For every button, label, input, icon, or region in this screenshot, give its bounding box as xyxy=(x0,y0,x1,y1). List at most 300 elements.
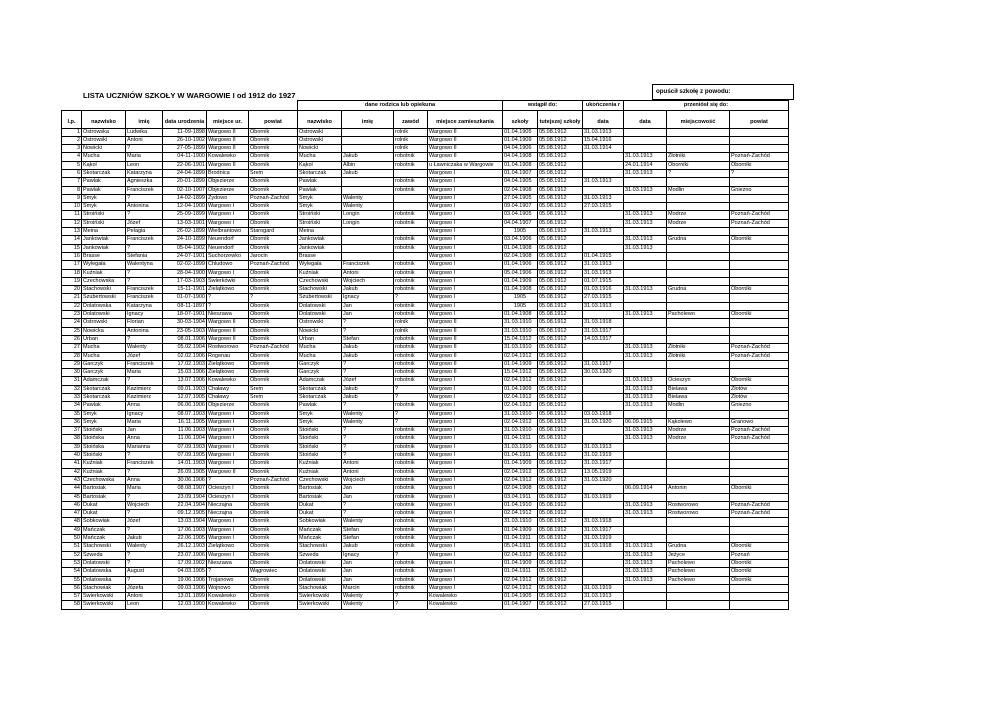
cell-birth-date: 26-02-1899 xyxy=(163,228,207,236)
cell-residence: Wargowo I xyxy=(428,535,503,543)
cell-parent-name: Walenty xyxy=(342,410,394,418)
cell-residence: Wargowo I xyxy=(428,294,503,302)
cell-residence: Wargowo I xyxy=(428,518,503,526)
cell-residence: Wargowo I xyxy=(428,286,503,294)
cell-lp: 3 xyxy=(62,145,82,153)
cell-local-school-joined: 05.08.1912 xyxy=(538,593,583,601)
cell-student-surname: Smyk xyxy=(82,203,126,211)
cell-student-name: ? xyxy=(126,559,163,567)
cell-moved-date: 31.03.1913 xyxy=(624,402,667,410)
table-row xyxy=(62,468,789,476)
cell-lp: 11 xyxy=(62,211,82,219)
cell-moved-place xyxy=(667,244,730,252)
cell-student-surname: Czechowska xyxy=(82,476,126,484)
cell-moved-place: Bielawa xyxy=(667,385,730,393)
cell-moved-date: 06.09.1915 xyxy=(624,418,667,426)
header-student-name: imię xyxy=(126,110,163,128)
cell-birth-place: Wargowo II xyxy=(207,327,249,335)
cell-residence: Wargowo I xyxy=(428,584,503,592)
cell-student-surname: Smyk xyxy=(82,418,126,426)
cell-birth-county: Wągrowiec xyxy=(249,568,298,576)
cell-school-joined: 01.04.1909 xyxy=(503,526,538,534)
cell-moved-place xyxy=(667,302,730,310)
cell-moved-date: 31.03.1913 xyxy=(624,236,667,244)
header-finish-date: data xyxy=(583,110,624,128)
table-row xyxy=(62,510,789,518)
table-row xyxy=(62,576,789,584)
group-joined: wstąpił do: xyxy=(503,101,583,111)
cell-student-name: Leon xyxy=(126,601,163,609)
cell-student-surname: Nowicka xyxy=(82,327,126,335)
cell-student-name: Franciszek xyxy=(126,360,163,368)
cell-finish-date xyxy=(583,501,624,509)
cell-student-surname: Swierkowski xyxy=(82,593,126,601)
cell-birth-date: 04-11-1900 xyxy=(163,153,207,161)
cell-student-surname: Czechowska xyxy=(82,277,126,285)
cell-lp: 1 xyxy=(62,128,82,136)
cell-local-school-joined: 05.08.1912 xyxy=(538,576,583,584)
cell-occupation: robotnik xyxy=(394,427,428,435)
cell-lp: 38 xyxy=(62,435,82,443)
cell-moved-place xyxy=(667,194,730,202)
cell-residence: Wargowo I xyxy=(428,485,503,493)
cell-birth-date: 08.07.1903 xyxy=(163,410,207,418)
cell-moved-county xyxy=(730,261,789,269)
cell-parent-surname: Kuźniak xyxy=(298,468,342,476)
cell-local-school-joined: 05.08.1912 xyxy=(538,518,583,526)
cell-student-name: Jan xyxy=(126,427,163,435)
cell-parent-name: Antoni xyxy=(342,269,394,277)
cell-parent-surname: Dukat xyxy=(298,510,342,518)
cell-parent-name: Jakub xyxy=(342,169,394,177)
cell-student-name: ? xyxy=(126,211,163,219)
cell-parent-surname: Szubertowski xyxy=(298,294,342,302)
cell-student-name: Józefa xyxy=(126,584,163,592)
cell-moved-county xyxy=(730,443,789,451)
cell-birth-county: Obornik xyxy=(249,327,298,335)
cell-finish-date: 31.03.1913 xyxy=(583,128,624,136)
cell-student-name: Antoni xyxy=(126,593,163,601)
cell-student-surname: Jankowiak xyxy=(82,244,126,252)
cell-student-surname: Bartosiak xyxy=(82,493,126,501)
cell-lp: 31 xyxy=(62,377,82,385)
cell-parent-surname: Mucha xyxy=(298,352,342,360)
cell-birth-county: Śrem xyxy=(249,169,298,177)
cell-residence: Wargowo II xyxy=(428,136,503,144)
table-row xyxy=(62,261,789,269)
cell-parent-name: Walenty xyxy=(342,418,394,426)
cell-birth-date: 13.03.1904 xyxy=(163,518,207,526)
cell-local-school-joined: 05.08.1912 xyxy=(538,153,583,161)
cell-lp: 44 xyxy=(62,485,82,493)
cell-finish-date: 31.03.1918 xyxy=(583,319,624,327)
cell-finish-date: 31.03.1913 xyxy=(583,228,624,236)
cell-school-joined: 01.04.1908 xyxy=(503,161,538,169)
cell-school-joined: 02.04.1912 xyxy=(503,576,538,584)
cell-birth-county: Obornik xyxy=(249,593,298,601)
cell-moved-place xyxy=(667,493,730,501)
table-row xyxy=(62,335,789,343)
cell-moved-place xyxy=(667,584,730,592)
cell-moved-county xyxy=(730,128,789,136)
cell-parent-surname: Garczyk xyxy=(298,360,342,368)
cell-moved-place xyxy=(667,452,730,460)
cell-birth-county: Obornik xyxy=(249,145,298,153)
cell-moved-date: 31.03.1913 xyxy=(624,435,667,443)
cell-occupation: robotnik xyxy=(394,576,428,584)
cell-school-joined: 01.04.1910 xyxy=(503,501,538,509)
cell-local-school-joined: 05.08.1912 xyxy=(538,178,583,186)
header-local-school-joined: tutejszej szkoły xyxy=(538,110,583,128)
cell-birth-date: 22.06.1905 xyxy=(163,535,207,543)
cell-school-joined: 31.03.1910 xyxy=(503,410,538,418)
cell-student-name: Józef xyxy=(126,352,163,360)
cell-school-joined: 27.04.1905 xyxy=(503,194,538,202)
cell-parent-surname: Ostrowski xyxy=(298,136,342,144)
header-moved-place: miejscowość xyxy=(667,110,730,128)
cell-moved-county: Gniezno xyxy=(730,186,789,194)
cell-finish-date xyxy=(583,153,624,161)
cell-birth-county: Obornik xyxy=(249,236,298,244)
cell-student-surname: Mańczak xyxy=(82,526,126,534)
cell-birth-county: Obornik xyxy=(249,410,298,418)
cell-birth-place: Wargowo II xyxy=(207,145,249,153)
cell-finish-date xyxy=(583,244,624,252)
table-row xyxy=(62,352,789,360)
cell-occupation: robotnik xyxy=(394,510,428,518)
cell-local-school-joined: 05.08.1912 xyxy=(538,302,583,310)
cell-local-school-joined: 05.08.1912 xyxy=(538,145,583,153)
cell-student-name: Ignacy xyxy=(126,410,163,418)
cell-moved-date xyxy=(624,228,667,236)
cell-school-joined: 09.04.1907 xyxy=(503,203,538,211)
cell-student-name: Walentyna xyxy=(126,261,163,269)
cell-lp: 8 xyxy=(62,186,82,194)
cell-moved-place xyxy=(667,261,730,269)
table-row xyxy=(62,161,789,169)
cell-school-joined: 01.04.1905 xyxy=(503,128,538,136)
cell-residence: Wargowo I xyxy=(428,261,503,269)
cell-parent-name: Walenty xyxy=(342,203,394,211)
cell-moved-date xyxy=(624,460,667,468)
cell-birth-date: 01-07-1900 xyxy=(163,294,207,302)
cell-birth-date: 24-10-1899 xyxy=(163,236,207,244)
cell-lp: 50 xyxy=(62,535,82,543)
cell-parent-name: Walenty xyxy=(342,194,394,202)
cell-student-name: Kazimierz xyxy=(126,394,163,402)
cell-occupation: robotnik xyxy=(394,277,428,285)
cell-moved-county xyxy=(730,360,789,368)
cell-occupation: robotnik xyxy=(394,335,428,343)
cell-moved-date: 31.03.1913 xyxy=(624,385,667,393)
table-row xyxy=(62,394,789,402)
cell-moved-date xyxy=(624,302,667,310)
cell-moved-date: 24.01.1914 xyxy=(624,161,667,169)
cell-lp: 20 xyxy=(62,286,82,294)
cell-student-name: Kazimierz xyxy=(126,385,163,393)
cell-local-school-joined: 05.08.1912 xyxy=(538,294,583,302)
cell-school-joined: 05.04.1911 xyxy=(503,543,538,551)
cell-moved-date xyxy=(624,335,667,343)
cell-birth-place: Świerkówki xyxy=(207,277,249,285)
cell-birth-place: Wargowo II xyxy=(207,335,249,343)
cell-lp: 34 xyxy=(62,402,82,410)
cell-student-name: Stefania xyxy=(126,252,163,260)
cell-student-name: ? xyxy=(126,510,163,518)
cell-moved-county: Poznań-Zachód xyxy=(730,435,789,443)
cell-birth-place: Wargowo I xyxy=(207,427,249,435)
cell-local-school-joined: 05.08.1912 xyxy=(538,311,583,319)
cell-birth-place: Wargowo I xyxy=(207,526,249,534)
cell-local-school-joined: 05.08.1912 xyxy=(538,203,583,211)
cell-birth-county: Poznań-Zachód xyxy=(249,476,298,484)
cell-moved-county xyxy=(730,228,789,236)
table-row xyxy=(62,418,789,426)
cell-school-joined: 03.04.1905 xyxy=(503,211,538,219)
cell-lp: 43 xyxy=(62,476,82,484)
cell-birth-county: Obornik xyxy=(249,211,298,219)
cell-moved-date xyxy=(624,584,667,592)
cell-local-school-joined: 05.08.1912 xyxy=(538,526,583,534)
cell-birth-date: 09.12.1905 xyxy=(163,510,207,518)
cell-parent-surname: Stoiński xyxy=(298,435,342,443)
cell-local-school-joined: 05.08.1912 xyxy=(538,236,583,244)
cell-finish-date: 30.03.1920 xyxy=(583,369,624,377)
cell-school-joined: 01.04.1909 xyxy=(503,385,538,393)
cell-occupation: robotnik xyxy=(394,526,428,534)
cell-moved-date xyxy=(624,518,667,526)
group-parents: dane rodzica lub opiekuna xyxy=(298,101,503,111)
cell-moved-date: 31.03.1913 xyxy=(624,543,667,551)
cell-parent-surname: Wylegała xyxy=(298,261,342,269)
cell-birth-place: Chludowo xyxy=(207,261,249,269)
cell-residence: Wargowo II xyxy=(428,369,503,377)
cell-birth-place: Neuendorf xyxy=(207,244,249,252)
cell-student-name: Józef xyxy=(126,219,163,227)
cell-finish-date: 01.03.1916 xyxy=(583,286,624,294)
cell-birth-county: Obornik xyxy=(249,369,298,377)
table-row xyxy=(62,203,789,211)
cell-parent-surname: Ostrowski xyxy=(298,128,342,136)
cell-moved-place: Jeżyce xyxy=(667,551,730,559)
cell-moved-county xyxy=(730,294,789,302)
cell-local-school-joined: 05.08.1912 xyxy=(538,335,583,343)
cell-parent-surname: Skotarczak xyxy=(298,385,342,393)
cell-residence: Wargowo I xyxy=(428,418,503,426)
cell-parent-surname: Brasse xyxy=(298,252,342,260)
cell-local-school-joined: 05.08.1912 xyxy=(538,418,583,426)
cell-birth-place: Wargowo I xyxy=(207,418,249,426)
cell-birth-place: Nieczajna xyxy=(207,510,249,518)
cell-student-surname: Garczyk xyxy=(82,360,126,368)
cell-moved-county: ? xyxy=(730,169,789,177)
cell-occupation: ? xyxy=(394,418,428,426)
cell-residence: Wargowo I xyxy=(428,311,503,319)
cell-birth-county: Obornik xyxy=(249,186,298,194)
cell-parent-name: Wojciech xyxy=(342,277,394,285)
cell-parent-surname: Jankowiak xyxy=(298,236,342,244)
cell-student-surname: Dolatowski xyxy=(82,559,126,567)
cell-local-school-joined: 05.08.1912 xyxy=(538,244,583,252)
cell-parent-name: ? xyxy=(342,452,394,460)
cell-school-joined: 02.04.1912 xyxy=(503,510,538,518)
cell-lp: 45 xyxy=(62,493,82,501)
cell-local-school-joined: 05.08.1912 xyxy=(538,352,583,360)
cell-moved-county xyxy=(730,335,789,343)
cell-occupation: robotnik xyxy=(394,261,428,269)
cell-lp: 5 xyxy=(62,161,82,169)
cell-occupation: ? xyxy=(394,385,428,393)
cell-moved-date xyxy=(624,261,667,269)
cell-lp: 19 xyxy=(62,277,82,285)
cell-parent-name: ? xyxy=(342,510,394,518)
cell-parent-name: ? xyxy=(342,319,394,327)
cell-moved-date xyxy=(624,327,667,335)
cell-parent-name: Antoni xyxy=(342,468,394,476)
cell-parent-surname: Dukat xyxy=(298,501,342,509)
cell-moved-date: 31.03.1913 xyxy=(624,568,667,576)
cell-moved-county xyxy=(730,178,789,186)
cell-school-joined: 01.04.1907 xyxy=(503,169,538,177)
cell-birth-county: Poznań-Zachód xyxy=(249,344,298,352)
cell-parent-surname: Kąkol xyxy=(298,161,342,169)
cell-local-school-joined: 05.08.1912 xyxy=(538,476,583,484)
cell-finish-date: 15.04.1916 xyxy=(583,136,624,144)
cell-birth-date: 05.02.1904 xyxy=(163,344,207,352)
cell-finish-date: 31.03.1913 xyxy=(583,261,624,269)
cell-birth-date: 06.06.1906 xyxy=(163,402,207,410)
cell-finish-date: 31.03.1917 xyxy=(583,360,624,368)
cell-local-school-joined: 05.08.1912 xyxy=(538,402,583,410)
cell-moved-county: Gniezno xyxy=(730,402,789,410)
cell-parent-surname: Smyk xyxy=(298,418,342,426)
cell-lp: 54 xyxy=(62,568,82,576)
cell-parent-name xyxy=(342,128,394,136)
cell-moved-place: Grudna xyxy=(667,286,730,294)
cell-moved-date: 31.03.1913 xyxy=(624,377,667,385)
cell-moved-county: Oborniki xyxy=(730,543,789,551)
cell-moved-place: Modlin xyxy=(667,402,730,410)
cell-occupation: robotnik xyxy=(394,402,428,410)
cell-birth-county: Obornik xyxy=(249,360,298,368)
cell-student-surname: Stoiński xyxy=(82,452,126,460)
cell-birth-place: ? xyxy=(207,294,249,302)
table-row xyxy=(62,501,789,509)
cell-birth-county: Obornik xyxy=(249,277,298,285)
cell-moved-county: Granowo xyxy=(730,418,789,426)
cell-occupation: robotnik xyxy=(394,559,428,567)
cell-parent-surname: Ostrowski xyxy=(298,319,342,327)
cell-student-name: Maria xyxy=(126,485,163,493)
cell-parent-name: Jakub xyxy=(342,153,394,161)
cell-parent-name: Jan xyxy=(342,568,394,576)
cell-local-school-joined: 05.08.1912 xyxy=(538,485,583,493)
cell-parent-name: Antoni xyxy=(342,460,394,468)
cell-residence: Wargowo II xyxy=(428,360,503,368)
cell-student-surname: Stroiński xyxy=(82,219,126,227)
cell-student-name: Franciszek xyxy=(126,186,163,194)
cell-local-school-joined: 05.08.1912 xyxy=(538,211,583,219)
cell-school-joined: 31.03.1910 xyxy=(503,319,538,327)
cell-parent-surname: Dolatowski xyxy=(298,559,342,567)
cell-moved-place: ? xyxy=(667,169,730,177)
header-parent-name: imię xyxy=(342,110,394,128)
cell-birth-date: 15.03.1906 xyxy=(163,369,207,377)
table-row xyxy=(62,526,789,534)
cell-parent-name: Jakub xyxy=(342,543,394,551)
cell-student-name: ? xyxy=(126,244,163,252)
cell-birth-place: Wargowo I xyxy=(207,460,249,468)
cell-school-joined: 01.04.1906 xyxy=(503,261,538,269)
cell-finish-date: 31.03.1917 xyxy=(583,526,624,534)
cell-birth-place: Ocieszyn I xyxy=(207,493,249,501)
cell-school-joined: 02.04.1908 xyxy=(503,485,538,493)
cell-moved-county: Oborniki xyxy=(730,286,789,294)
cell-moved-date xyxy=(624,319,667,327)
cell-occupation: robotnik xyxy=(394,186,428,194)
table-row xyxy=(62,319,789,327)
cell-school-joined: 02.04.1912 xyxy=(503,394,538,402)
cell-birth-date: 19.06.1906 xyxy=(163,576,207,584)
cell-parent-name: Jan xyxy=(342,311,394,319)
cell-birth-date: 12.07.1905 xyxy=(163,394,207,402)
cell-birth-date: 05-04-1902 xyxy=(163,244,207,252)
cell-birth-county: Obornik xyxy=(249,510,298,518)
cell-student-surname: Ostrowski xyxy=(82,319,126,327)
cell-local-school-joined: 05.08.1912 xyxy=(538,219,583,227)
cell-residence: Wargowo I xyxy=(428,551,503,559)
cell-birth-place: Trojanowo xyxy=(207,576,249,584)
cell-parent-surname: Mucha xyxy=(298,153,342,161)
cell-student-surname: Meina xyxy=(82,228,126,236)
cell-birth-place: Zielątkowo xyxy=(207,543,249,551)
cell-parent-name: Jakub xyxy=(342,352,394,360)
cell-moved-place: Kąkolewo xyxy=(667,418,730,426)
cell-local-school-joined: 05.08.1912 xyxy=(538,228,583,236)
cell-moved-date: 31.03.1913 xyxy=(624,169,667,177)
table-row xyxy=(62,493,789,501)
cell-local-school-joined: 05.08.1912 xyxy=(538,161,583,169)
cell-moved-date xyxy=(624,526,667,534)
cell-moved-date: 31.03.1913 xyxy=(624,286,667,294)
cell-lp: 23 xyxy=(62,311,82,319)
cell-finish-date: 31.03.1917 xyxy=(583,327,624,335)
cell-birth-place: Wargowo II xyxy=(207,128,249,136)
cell-birth-place: Wargowo II xyxy=(207,468,249,476)
cell-residence: Wargowo I xyxy=(428,203,503,211)
cell-residence: u Ławniczaka w Wargowie xyxy=(428,161,503,169)
cell-moved-place: Modrze xyxy=(667,211,730,219)
cell-moved-date xyxy=(624,203,667,211)
cell-birth-place: Kowalewko xyxy=(207,601,249,609)
cell-school-joined: 03.04.1911 xyxy=(503,493,538,501)
cell-parent-surname: Pawlak xyxy=(298,186,342,194)
cell-finish-date xyxy=(583,435,624,443)
cell-birth-place: Wargowo I xyxy=(207,535,249,543)
cell-birth-place: Wargowo II xyxy=(207,161,249,169)
cell-moved-county: Złotów xyxy=(730,385,789,393)
cell-residence: Wargowo II xyxy=(428,352,503,360)
cell-finish-date: 31.03.1913 xyxy=(583,593,624,601)
cell-birth-county: Obornik xyxy=(249,302,298,310)
cell-finish-date: 27.03.1915 xyxy=(583,294,624,302)
cell-moved-date xyxy=(624,601,667,609)
cell-lp: 55 xyxy=(62,576,82,584)
cell-student-surname: Mańczak xyxy=(82,535,126,543)
cell-lp: 6 xyxy=(62,169,82,177)
table-row xyxy=(62,302,789,310)
table-row xyxy=(62,228,789,236)
